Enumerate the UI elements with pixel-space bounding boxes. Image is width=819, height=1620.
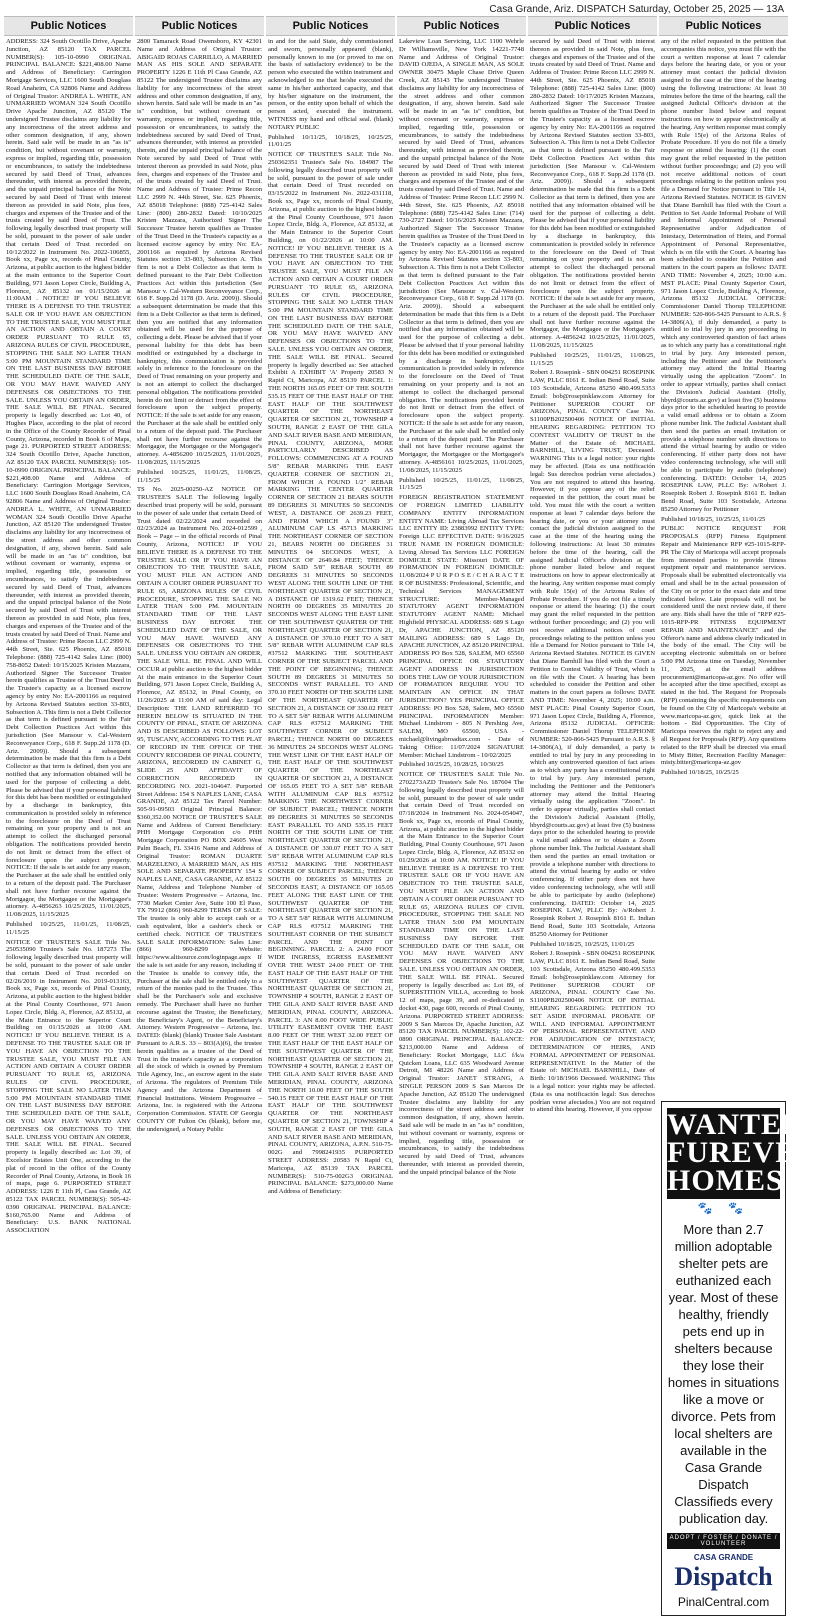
column-body: [659, 36, 788, 1097]
column-body: [266, 36, 395, 1616]
paw-prints-icon: 🐾 🐾: [697, 1201, 750, 1215]
adoption-ad: [661, 1101, 819, 1616]
notice-paragraph: NOTICE OF TRUSTEE'S SALE Title No. 250535090 Trustee's Sale No. 187273 The following legally described trust property will be sold, pursuant to the power of sale under that certain Deed of Trust recorded on 02/26/2019 in Instrument No. 2019-013163, Book xx, Page xx, records of Pinal County, Arizona, at public auction to the highest bidder at the Pinal County Courthouse, 971 Jason Lopez Circle, Bldg. A, Florence, AZ 85132, at the Main Entrance to the Superior Court Building on 01/15/2026 at 10:00 AM. NOTICE! IF YOU BELIEVE THERE IS A DEFENSE TO THE TRUSTEE SALE OR IF YOU HAVE AN OBJECTION TO THE TRUSTEE SALE, YOU MUST FILE AN ACTION AND OBTAIN A COURT ORDER PURSUANT TO RULE 65, ARIZONA RULES OF CIVIL PROCEDURE, STOPPING THE SALE NO LATER THAN 5:00 PM MOUNTAIN STANDARD TIME ON THE LAST BUSINESS DAY BEFORE THE SCHEDULED DATE OF THE SALE, OR YOU MAY HAVE WAIVED ANY DEFENSES OR OBJECTIONS TO THE SALE. UNLESS YOU OBTAIN AN ORDER, THE SALE WILL BE FINAL. Secured property is legally described as: Lot 39, of Excelsior Estates Unit One, according to the plat of record in the office of the County Recorder of Pinal County, Arizona, in Book 16 of maps, page 6. PURPORTED STREET ADDRESS: 1226 E 11th Pl, Casa Grande, AZ 85122 TAX PARCEL NUMBER(S): 505-42-0390 ORIGINAL PRINCIPAL BALANCE: $160,765.00 Name and Address of Beneficiary: U.S. BANK NATIONAL ASSOCIATION: [6, 938, 131, 1235]
column-body: [135, 36, 264, 1616]
notice-published: Published 10/11/25, 10/18/25, 10/25/25, 11/01/25: [268, 133, 393, 149]
notice-paragraph: secured by said Deed of Trust with interest thereon as provided in said Note, plus fees, charges and expenses of the Trustee and of the trusts created by said Deed of Trust. Name and Address of Trustee: Prime Recon LLC 2999 N. 44th Street, Ste. 625 Phoenix, AZ 85018 Telephone: (888) 725-4142 Sales Line: (800) 280-2832 Dated: 10/17/2025 Kristen Mazzara, Authorized Signer The Successor Trustee herein qualifies as Trustee of the Trust Deed in the Trustee's capacity as a licensed escrow agency by entry No: EA-2001166 as required by Arizona Revised Statutes section 33-803, Subsection A. This firm is not a Debt Collector as that term is defined pursuant to the Fair Debt Collection Practices Act within this jurisdiction (See Mansour v. Cal-Western Reconveyance Corp., 618 F. Supp.2d 1178 (D. Ariz. 2009)). Should a subsequent determination be made that this firm is a Debt Collector as that term is defined, then you are notified that any information obtained will be used for the purpose of collecting a debt. Please be advised that if your personal liability for this debt has been modified or extinguished by a discharge in bankruptcy, this communication is provided solely in reference to the foreclosure on the Deed of Trust remaining on your property and is not an attempt to collect the discharged personal obligation. The notifications provided herein do not limit or detract from the effect of foreclosure upon the subject property. NOTICE: If the sale is set aside for any reason, the Purchaser at the sale shall be entitled only to a return of the deposit paid. The Purchaser shall not have further recourse against the Mortgagor, the Mortgagee or the Mortgagee's attorney. A-4856242 10/25/2025, 11/01/2025, 11/08/2025, 11/15/2025: [530, 38, 655, 350]
notice-paragraph: in and for the said State, duly commissioned and sworn, personally appeared (blank), personally known to me (or proved to me on the basis of satisfactory evidence) to be the person who executed the within instrument and acknowledged to me that he/she executed the same in his/her authorized capacity, and that by his/her signature on the instrument, the person, or the entity upon behalf of which the person acted, executed the instrument. WITNESS my hand and official seal. (blank) NOTARY PUBLIC: [268, 38, 393, 131]
notice-column-6: [659, 16, 819, 1616]
ad-website-link[interactable]: PinalCentral.com: [677, 1595, 770, 1609]
column-body: [4, 36, 133, 1616]
notice-paragraph: PUBLIC NOTICE REQUEST FOR PROPOSALS (RFP) Fitness Equipment Repair and Maintenance RFP #25-1015-RFP-PR The City of Maricopa will accept proposals from interested parties to provide fitness equipment repair and maintenance services. Proposals shall be submitted electronically via email and shall be in the actual possession of the City on or prior to the exact date and time indicated below. Late proposals will not be considered until the next review date, if there are any. Bids shall have the title of "RFP #25-1015-RFP-PR FITNESS EQUIPMENT REPAIR AND MAINTENANCE" and the Offeror's name and address clearly indicated in the body of the email. The City will be accepting electronic submittals on or before 5:00 PM Arizona time on Tuesday, November 11, 2025, at the email address procurement@maricopa-az.gov. No offer will be accepted after the time specified, except as stated in the bid. The Request for Proposals (RFP) containing the specific requirements can be found on the City of Maricopa's website at www.maricopa-az.gov, quick link at the bottom - Bid Opportunities. The City of Maricopa reserves the right to reject any and all Request for Proposals (RFP). Any questions related to the RFP shall be directed via email to Misty Bitter, Recreation Facility Manager: misty.bitter@maricopa-az.gov: [661, 525, 786, 767]
notice-paragraph: 2800 Tamarack Road Owensboro, KY 42301 Name and Address of Original Trustor: ABIGAID ROJAS CARRILLO, A MARRIED MAN AS HIS SOLE AND SEPARATE PROPERTY 1226 E 11th Pl Casa Grande, AZ 85122 The undersigned Trustee disclaims any liability for any incorrectness of the street address and other common designation, if any, shown herein. Said sale will be made in an "as is" condition, but without covenant or warranty, express or implied, regarding title, possession or encumbrances, to satisfy the indebtedness secured by said Deed of Trust, advances thereunder, with interest as provided therein, and the unpaid principal balance of the Note secured by said Deed of Trust with interest thereon as provided in said Note, plus fees, charges and expenses of the Trustee and of the trusts created by said Deed of Trust. Name and Address of Trustee: Prime Recon LLC 2999 N. 44th Street, Ste. 625 Phoenix, AZ 85018 Telephone: (888) 725-4142 Sales Line: (800) 280-2832 Dated: 10/10/2025 Kristen Mazzara, Authorized Signer The Successor Trustee herein qualifies as Trustee of the Trust Deed in the Trustee's capacity as a licensed escrow agency by entry No: EA-2001166 as required by Arizona Revised Statutes section 33-803, Subsection A. This firm is not a Debt Collector as that term is defined pursuant to the Fair Debt Collection Practices Act within this jurisdiction (See Mansour v. Cal-Western Reconveyance Corp., 618 F. Supp.2d 1178 (D. Ariz. 2009)). Should a subsequent determination be made that this firm is a Debt Collector as that term is defined, then you are notified that any information obtained will be used for the purpose of collecting a debt. Please be advised that if your personal liability for this debt has been modified or extinguished by a discharge in bankruptcy, this communication is provided solely in reference to the foreclosure on the Deed of Trust remaining on your property and is not an attempt to collect the discharged personal obligation. The notifications provided herein do not limit or detract from the effect of foreclosure upon the subject property. NOTICE: If the sale is set aside for any reason, the Purchaser at the sale shall be entitled only to a return of the deposit paid. The Purchaser shall not have further recourse against the Mortgagor, the Mortgagee or the Mortgagee's attorney. A-4856200 10/25/2025, 11/01/2025, 11/08/2025, 11/15/2025: [137, 38, 262, 467]
notice-paragraph: Robert J. Rosepink - SBN 004251 ROSEPINK LAW, PLLC 8161 E. Indian Bend Road, Suite 103 Scottsdale, Arizona 85250 480.499.5353 Email: bob@rosepinklaw.com Attorney for Petitioner SUPERIOR COURT OF ARIZONA, PINAL COUNTY Case No. S1100PB202500406 NOTICE OF INITIAL HEARING REGARDING: PETITION TO SET ASIDE INFORMAL PROBATE OF WILL AND INFORMAL APPOINTMENT OF PERSONAL REPRESENTATIVE AND FOR ADJUDICATION OF INTESTACY, DETERMINATION OF HEIRS, AND FORMAL APPOINTMENT OF PERSONAL REPRESENTATIVE In the Matter of the Estate of: MICHAEL BARNHILL, Date of Birth: 10/18/1966 Deceased. WARNING This is a legal notice: your rights may be affected. (Esta es una notificación legal: Sus derechos podrían verse afectados.) You are not required to attend this hearing. However, if you oppose: [530, 950, 655, 1114]
column-heading: Public Notices: [397, 16, 526, 36]
column-heading: Public Notices: [659, 16, 788, 36]
notice-column-1: [4, 16, 133, 1616]
column-body: [397, 36, 526, 1616]
notice-paragraph: TS No. 2025-00250-AZ NOTICE OF TRUSTEE'S SALE The following legally described trust property will be sold, pursuant to the power of sale under that certain Deed of Trust dated 02/22/2024 and recorded on 02/23/2024 as Instrument No. 2024-012599 , Book -- Page -- in the official records of Pinal County, Arizona, NOTICE! IF YOU BELIEVE THERE IS A DEFENSE TO THE TRUSTEE SALE OR IF YOU HAVE AN OBJECTION TO THE TRUSTEE SALE, YOU MUST FILE AN ACTION AND OBTAIN A COURT ORDER PURSUANT TO RULE 65, ARIZONA RULES OF CIVIL PROCEDURE, STOPPING THE SALE NO LATER THAN 5:00 PM. MOUNTAIN STANDARD TIME OF THE LAST BUSINESS DAY BEFORE THE SCHEDULED DATE OF THE SALE, OR YOU MAY HAVE WAIVED ANY DEFENSES OR OBJECTIONS TO THE SALE. UNLESS YOU OBTAIN AN ORDER, THE SALE WILL BE FINAL AND WILL OCCUR at public auction to the highest bidder At the main entrance to the Superior Court Building, 971 Jason Lopez Circle, Building A, Florence, AZ 85132, in Pinal County, on 11/26/2025 at 11:00 AM of said day: Legal Description: THE LAND REFERRED TO HEREIN BELOW IS SITUATED IN THE COUNTY OF PINAL, STATE OF ARIZONA AND IS DESCRIBED AS FOLLOWS: LOT 95, TUSCANY, ACCORDING TO THE PLAT OF RECORD IN THE OFFICE OF THE COUNTY RECORDER OF PINAL COUNTY, ARIZONA, RECORDED IN CABINET G, SLIDE 25 AND AFFIDAVIT OF CORRECTION RECORDED IN RECORDING NO. 2021-104647. Purported Street Address: 154 S NAPLES LANE, CASA GRANDE, AZ 85122 Tax Parcel Number: 505-91-09503 Original Principal Balance: $360,352.00 NOTICE OF TRUSTEE'S SALE Name and Address of Current Beneficiary: PHH Mortgage Corporation c/o PHH Mortgage Corporation PO BOX 24605 West Palm Beach, FL 33416 Name and Address of Original Trustor: ROMAN DUARTE MARZELENO, A MARRIED MAN, AS HIS SOLE AND SEPARATE PROPERTY 154 S NAPLES LANE, CASA GRANDE, AZ 85122 Name, Address and Telephone Number of Trustee: Western Progressive – Arizona, Inc. 7730 Market Center Ave, Suite 100 El Paso, TX 79912 (866) 960-8299 TERMS OF SALE: The trustee is only able to accept cash or a cash equivalent, like a cashier's check or certified check. NOTICE OF TRUSTEE'S SALE SALE INFORMATION: Sales Line: (866) 960-8299 Website: https://www.altisource.com/loginpage.aspx If the sale is set aside for any reason, including if the Trustee is unable to convey title, the Purchaser at the sale shall be entitled only to a return of the monies paid to the Trustee. This shall be the Purchaser's sole and exclusive remedy. The Purchaser shall have no further recourse against the Trustor, the Beneficiary, the Beneficiary's Agent, or the Beneficiary's Attorney. Western Progressive – Arizona, Inc. DATED: (blank) (blank) Trustee Sale Assistant Pursuant to A.R.S. 33 – 803(A)(6), the trustee herein qualifies as a trustee of the Deed of Trust in the trustee's capacity as a corporation all the stock of which is owned by Premium Title Agency, Inc., an escrow agent in the state of Arizona. The regulators of Premium Title Agency and the Arizona Department of Financial Institutions. Western Progressive – Arizona, Inc. is registered with the Arizona Corporation Commission. STATE OF Georgia COUNTY OF Fulton On (blank), before me, the undersigned, a Notary Public: [137, 486, 262, 1133]
notice-published: Published 10/25/25, 11/01/25, 11/08/25, 11/15/25: [399, 476, 524, 492]
ad-headline-sub: FUREVER HOMES: [667, 1136, 819, 1197]
notices-columns: [4, 16, 819, 1616]
notice-paragraph: Lakeview Loan Servicing, LLC 1100 Wehrle Dr Williamsville, New York 14221-7748 Name and Address of Original Trustor: DAVID OJEDA, A SINGLE MAN, AS SOLE OWNER 30475 Maple Chase Drive Queen Creek, AZ 85143 The undersigned Trustee disclaims any liability for any incorrectness of the street address and other common designation, if any, shown herein. Said sale will be made in an "as is" condition, but without covenant or warranty, express or implied, regarding title, possession or encumbrances, to satisfy the indebtedness secured by said Deed of Trust, advances thereunder, with interest as provided therein, and the unpaid principal balance of the Note secured by said Deed of Trust with interest thereon as provided in said Note, plus fees, charges and expenses of the Trustee and of the trusts created by said Deed of Trust. Name and Address of Trustee: Prime Recon LLC 2999 N. 44th Street, Ste. 625 Phoenix, AZ 85018 Telephone: (888) 725-4142 Sales Line: (714) 730-2727 Dated: 10/16/2025 Kristen Mazzara, Authorized Signer The Successor Trustee herein qualifies as Trustee of the Trust Deed in the Trustee's capacity as a licensed escrow agency by entry No: EA-2001166 as required by Arizona Revised Statutes section 33-803, Subsection A. This firm is not a Debt Collector as that term is defined pursuant to the Fair Debt Collection Practices Act within this jurisdiction (See Mansour v. Cal-Western Reconveyance Corp., 618 F. Supp.2d 1178 (D. Ariz. 2009)). Should a subsequent determination be made that this firm is a Debt Collector as that term is defined, then you are notified that any information obtained will be used for the purpose of collecting a debt. Please be advised that if your personal liability for this debt has been modified or extinguished by a discharge in bankruptcy, this communication is provided solely in reference to the foreclosure on the Deed of Trust remaining on your property and is not an attempt to collect the discharged personal obligation. The notifications provided herein do not limit or detract from the effect of foreclosure upon the subject property. NOTICE: If the sale is set aside for any reason, the Purchaser at the sale shall be entitled only to a return of the deposit paid. The Purchaser shall not have further recourse against the Mortgagor, the Mortgagee or the Mortgagee's attorney. A-4856161 10/25/2025, 11/01/2025, 11/08/2025, 11/15/2025: [399, 38, 524, 474]
notice-paragraph: FOREIGN REGISTRATION STATEMENT OF FOREIGN LIMITED LIABILITY COMPANY ENTITY INFORMATION ENTITY NAME: Living Abroad Tax Services LLC ENTITY ID: 23883992 ENTITY TYPE: Foreign LLC EFFECTIVE DATE: 9/16/2025 TRUE NAME IN FOREIGN DOMICILE: Living Abroad Tax Services LLC FOREIGN DOMICILE STATE: Missouri DATE OF FORMATION IN FOREIGN DOMICILE: 11/08/2024 P U R P O S E / C H A R A C T E R OF BUSINESS: Professional, Scientific, and Technical Services MANAGEMENT STRUCTURE: Member-Managed STATUTORY AGENT INFORMATION STATUTORY AGENT NAME: Michael Highfield PHYSICAL ADDRESS: 689 S Lago Dr, APACHE JUNCTION, AZ 85120 MAILING ADDRESS: 689 S Lago Dr, APACHE JUNCTION, AZ 85120 PRINCIPAL ADDRESS PO Box 528, SALEM, MO 65560 PRINCIPAL OFFICE OR STATUTORY AGENT ADDRESS IN JURISDICTION DOES THE LAW OF YOUR JURISDICTION OF FORMATION REQUIRE YOU TO MAINTAIN AN OFFICE IN THAT JURISDICTION? YES PRINCIPAL OFFICE ADDRESS: PO Box 528, Salem, MO 65560 PRINCIPAL INFORMATION Member: Michael Lindstrom - 805 N Pershing Ave, SALEM, MO 65560, USA - michael@livingabroadtax.com - Date of Taking Office: 11/07/2024 SIGNATURE Member: Michael Lindstrom - 10/02/2025: [399, 494, 524, 759]
column-body: [528, 36, 657, 1616]
column-heading: Public Notices: [528, 16, 657, 36]
ad-headline-wanted: WANTED:: [667, 1108, 816, 1141]
ad-strip: ADOPT / FOSTER / DONATE / VOLUNTEER: [667, 1533, 780, 1549]
notice-published: Published 10/25/25, 10/28/25, 10/30/25: [399, 761, 504, 769]
notice-published: Published 10/25/25, 11/01/25, 11/08/25, 11/15/25: [530, 351, 655, 367]
notice-column-3: [266, 16, 395, 1616]
notice-paragraph: ADDRESS: 324 South Ocotillo Drive, Apache Junction, AZ 85120 TAX PARCEL NUMBER(S): 105-10-0990 ORIGINAL PRINCIPAL BALANCE: $221,408.00 Name and Address of Beneficiary: Carrington Mortgage Services, LLC 1600 South Douglass Road Anaheim, CA 92806 Name and Address of Original Trustor: ANDREA L. WHITE, AN UNMARRIED WOMAN 324 South Ocotillo Drive Apache Junction, AZ 85120 The undersigned Trustee disclaims any liability for any incorrectness of the street address and other common designation, if any, shown herein. Said sale will be made in an "as is" condition, but without covenant or warranty, express or implied, regarding title, possession or encumbrances, to satisfy the indebtedness secured by said Deed of Trust, advances thereunder, with interest as provided therein, and the unpaid principal balance of the Note secured by said Deed of Trust with interest thereon as provided in said Note, plus fees, charges and expenses of the Trustee and of the trusts created by said Deed of Trust. The following legally described trust property will be sold, pursuant to the power of sale under that certain Deed of Trust recorded on 10/12/2022 in Instrument No. 2022-106855, Book xx, Page xx, records of Pinal County, Arizona, at public auction to the highest bidder at the main entrance to the Superior Court Building, 971 Jason Lopez Circle, Building A, Florence, AZ 85132 on 01/15/2026 at 11:00AM . NOTICE! IF YOU BELIEVE THERE IS A DEFENSE TO THE TRUSTEE SALE OR IF YOU HAVE AN OBJECTION TO THE TRUSTEE SALE, YOU MUST FILE AN ACTION AND OBTAIN A COURT ORDER PURSUANT TO RULE 65, ARIZONA RULES OF CIVIL PROCEDURE, STOPPING THE SALE NO LATER THAN 5:00 PM MOUNTAIN STANDARD TIME ON THE LAST BUSINESS DAY BEFORE THE SCHEDULED DATE OF THE SALE, OR YOU MAY HAVE WAIVED ANY DEFENSES OR OBJECTIONS TO THE SALE. UNLESS YOU OBTAIN AN ORDER, THE SALE WILL BE FINAL. Secured property is legally described as: Lot 40, of Hughes Place, according to the plat of record in the Office of the County Recorder of Pinal County, Arizona, recorded in Book 6 of Maps, page 21. PURPORTED STREET ADDRESS: 324 South Ocotillo Drive, Apache Junction, AZ 85120 TAX PARCEL NUMBER(S): 105-10-0990 ORIGINAL PRINCIPAL BALANCE: $221,408.00 Name and Address of Beneficiary: Carrington Mortgage Services, LLC 1600 South Douglass Road Anaheim, CA 92806 Name and Address of Original Trustor: ANDREA L. WHITE, AN UNMARRIED WOMAN 324 South Ocotillo Drive Apache Junction, AZ 85120 The undersigned Trustee disclaims any liability for any incorrectness of the street address and other common designation, if any, shown herein. Said sale will be made in an "as is" condition, but without covenant or warranty, express or implied, regarding title, possession or encumbrances, to satisfy the indebtedness secured by said Deed of Trust, advances thereunder, with interest as provided therein, and the unpaid principal balance of the Note secured by said Deed of Trust with interest thereon as provided in said Note, plus fees, charges and expenses of the Trustee and of the trusts created by said Deed of Trust. Name and Address of Trustee: Prime Recon LLC 2999 N. 44th Street, Ste. 625 Phoenix, AZ 85018 Telephone: (888) 725-4142 Sales Line: (800) 758-8052 Dated: 10/15/2025 Kristen Mazzara, Authorized Signer The Successor Trustee herein qualifies as Trustee of the Trust Deed in the Trustee's capacity as a licensed escrow agency by entry No: EA-2001166 as required by Arizona Revised Statutes section 33-803, Subsection A. This firm is not a Debt Collector as that term is defined pursuant to the Fair Debt Collection Practices Act within this jurisdiction (See Mansour v. Cal-Western Reconveyance Corp., 618 F. Supp.2d 1178 (D. Ariz. 2009)). Should a subsequent determination be made that this firm is a Debt Collector as that term is defined, then you are notified that any information obtained will be used for the purpose of collecting a debt. Please be advised that if your personal liability for this debt has been modified or extinguished by a discharge in bankruptcy, this communication is provided solely in reference to the foreclosure on the Deed of Trust remaining on your property and is not an attempt to collect the discharged personal obligation. The notifications provided herein do not limit or detract from the effect of foreclosure upon the subject property. NOTICE: If the sale is set aside for any reason, the Purchaser at the sale shall be entitled only to a return of the deposit paid. The Purchaser shall not have further recourse against the Mortgagor, the Mortgagee or the Mortgagee's attorney. A-4856263 10/25/2025, 11/01/2025, 11/08/2025, 11/15/2025: [6, 38, 131, 919]
column-heading: Public Notices: [266, 16, 395, 36]
page-dateline: Casa Grande, Ariz. DISPATCH Saturday, October 25, 2025 — 13A: [489, 4, 784, 15]
notice-published: Published 10/18/25, 10/25/25: [661, 769, 739, 777]
notice-column-5: [528, 16, 657, 1616]
notice-paragraph: Robert J. Rosepink - SBN 004251 ROSEPINK LAW, PLLC 8161 E. Indian Bend Road, Suite 103 Scottsdale, Arizona 85250 480.499.5353 Email: bob@rosepinklaw.com Attorney for Petitioner SUPERIOR COURT OF ARIZONA, PINAL COUNTY Case No. S1100PB202500406 NOTICE OF INITIAL HEARING REGARDING: PETITION TO CONTEST VALIDITY OF TRUST In the Matter of the Estate of: MICHAEL BARNHILL, LIVING TRUST, Deceased. WARNING This is a legal notice: your rights may be affected. (Esta es una notificación legal: Sus derechos podrían verse afectados.) You are not required to attend this hearing. However, if you oppose any of the relief requested in the petition, the court must be told. You must file with the court a written response at least 7 calendar days before the hearing date, or you or your attorney must contact the judicial division assigned to the case at the time of the hearing using the following instructions: At least 30 minutes before the time of the hearing, call the assigned Judicial Officer's division at the phone number listed below and request instructions on how to appear electronically at the hearing. Any written response must comply with Rule 15(e) of the Arizona Rules of Probate Procedure. If you do not file a timely response or attend the hearing: (1) the court may grant the relief requested in the petition without further proceedings; and (2) you will not receive additional notices of court proceedings relating to the petition unless you file a Demand for Notice pursuant to Title 14, Arizona Revised Statutes. NOTICE IS GIVEN that Diane Barnhill has filed with the Court a Petition to Contest Validity of Trust, which is on file with the Court. A hearing has been scheduled to consider the Petition and other matters in the court papers as follows: DATE AND TIME: November 4, 2025; 10:00 a.m. MST PLACE: Pinal County Superior Court, 971 Jason Lopez Circle, Building A, Florence, Arizona 85132 JUDICIAL OFFICER: Commissioner Daniel Thorup TELEPHONE NUMBER: 520-866-5425 Pursuant to A.R.S. § 14-3806(A), if duly demanded, a party is entitled to trial by jury in any proceeding in which any controverted question of fact arises as to which any party has a constitutional right to trial by jury. Any interested person, including the Petitioner and the Petitioner's attorney may attend the Initial Hearing virtually using the application "Zoom". In order to appear virtually, parties shall contact the Division's Judicial Assistant (Holly, hbyrd@courts.az.gov) at least five (5) business days prior to the scheduled hearing to provide a valid email address or to obtain a Zoom phone number link. The Judicial Assistant shall then send the parties an email invitation or provide a telephone number with directions to attend the virtual hearing by audio or video conferencing. If either party does not have video conferencing technology, s/he will still be able to participate by audio (telephone) conferencing. DATED: October 14, 2025 ROSEPINK LAW, PLLC By: /s/Robert J. Rosepink Robert J. Rosepink 8161 E. Indian Bend Road, Suite 103 Scottsdale, Arizona 85250 Attorney for Petitioner: [530, 369, 655, 938]
brand-top: CASA GRANDE: [693, 1553, 754, 1562]
notice-published: Published 10/18/25, 10/25/25, 11/01/25: [661, 515, 766, 523]
notice-published: Published 10/25/25, 11/01/25, 11/08/25, 11/15/25: [6, 921, 131, 936]
notice-published: Published 10/25/25, 11/01/25, 11/08/25, 11/15/25: [137, 468, 262, 484]
notice-published: Published 10/18/25, 10/25/25, 11/01/25: [530, 940, 635, 948]
notice-paragraph: NOTICE OF TRUSTEE'S SALE Title No. 2702273AZD Trustee's Sale No. 187604 The following legally described trust property will be sold, pursuant to the power of sale under that certain Deed of Trust recorded on 07/18/2024 in Instrument No. 2024-054047, Book xx, Page xx, records of Pinal County, Arizona, at public auction to the highest bidder at the Main Entrance to the Superior Court Building, Pinal County Courthouse, 971 Jason Lopez Circle, Bldg. A, Florence, AZ 85132 on 01/29/2026 at 10:00 AM. NOTICE! IF YOU BELIEVE THERE IS A DEFENSE TO THE TRUSTEE SALE OR IF YOU HAVE AN OBJECTION TO THE TRUSTEE SALE, YOU MUST FILE AN ACTION AND OBTAIN A COURT ORDER PURSUANT TO RULE 65, ARIZONA RULES OF CIVIL PROCEDURE, STOPPING THE SALE NO LATER THAN 5:00 PM MOUNTAIN STANDARD TIME ON THE LAST BUSINESS DAY BEFORE THE SCHEDULED DATE OF THE SALE, OR YOU MAY HAVE WAIVED ANY DEFENSES OR OBJECTIONS TO THE SALE. UNLESS YOU OBTAIN AN ORDER, THE SALE WILL BE FINAL. Secured property is legally described as: Lot 89, of SUPERSTITION VILLA, according to book 12 of maps, page 39, and re-dedicated in docket 430, page 600, records of Pinal County, Arizona. PURPORTED STREET ADDRESS: 2009 S San Marcos Dr, Apache Junction, AZ 85120 TAX PARCEL NUMBER(S): 102-22-0890 ORIGINAL PRINCIPAL BALANCE: $213,000.00 Name and Address of Beneficiary: Rocket Mortgage, LLC f/k/a Quicken Loans, LLC 635 Woodward Avenue Detroit, MI 48226 Name and Address of Original Trustor: JANET STRANG, A SINGLE PERSON 2009 S San Marcos Dr Apache Junction, AZ 85120 The undersigned Trustee disclaims any liability for any incorrectness of the street address and other common designation, if any, shown herein. Said sale will be made in an "as is" condition, but without covenant or warranty, express or implied, regarding title, possession or encumbrances, to satisfy the indebtedness secured by said Deed of Trust, advances thereunder, with interest as provided therein, and the unpaid principal balance of the Note: [399, 771, 524, 1176]
notice-paragraph: NOTICE OF TRUSTEE'S SALE Title No. 250362351 Trustee's Sale No. 184987 The following legally described trust property will be sold, pursuant to the power of sale under that certain Deed of Trust recorded on 03/15/2022 in Instrument No. 2022-031118, Book xx, Page xx, records of Pinal County, Arizona, at public auction to the highest bidder at the Pinal County Courthouse, 971 Jason Lopez Circle, Bldg. A, Florence, AZ 85132, at the Main Entrance to the Superior Court Building, on 01/22/2026 at 10:00 AM. NOTICE! IF YOU BELIEVE THERE IS A DEFENSE TO THE TRUSTEE SALE OR IF YOU HAVE AN OBJECTION TO THE TRUSTEE SALE, YOU MUST FILE AN ACTION AND OBTAIN A COURT ORDER PURSUANT TO RULE 65, ARIZONA RULES OF CIVIL PROCEDURE, STOPPING THE SALE NO LATER THAN 5:00 PM MOUNTAIN STANDARD TIME ON THE LAST BUSINESS DAY BEFORE THE SCHEDULED DATE OF THE SALE, OR YOU MAY HAVE WAIVED ANY DEFENSES OR OBJECTIONS TO THE SALE. UNLESS YOU OBTAIN AN ORDER, THE SALE WILL BE FINAL. Secured property is legally described as: See attached Exhibit A EXHIBIT 'A' Property 20583 N Rapid Ct, Maricopa, AZ 85139 PARCEL 1: THE NORTH 165.05 FEET OF THE SOUTH 535.15 FEET OF THE EAST HALF OF THE EAST HALF OF THE SOUTHWEST QUARTER OF THE NORTHEAST QUARTER OF SECTION 21, TOWNSHIP 4 SOUTH, RANGE 2 EAST OF THE GILA AND SALT RIVER BASE AND MERIDIAN, PINAL COUNTY, ARIZONA, MORE PARTICULARLY DESCRIBED AS FOLLOWS: COMMENCING AT A FOUND 5/8" REBAR MARKING THE EAST QUARTER CORNER OF SECTION 21, FROM WHICH A FOUND 1/2" REBAR MARKING THE CENTER QUARTER CORNER OF SECTION 21 BEARS SOUTH 89 DEGREES 31 MINUTES 50 SECONDS WEST, A DISTANCE OF 2639.23 FEET, AND FROM WHICH A FOUND 3" ALUMINUM CAP LS 45713 MARKING THE NORTHEAST CORNER OF SECTION 21, BEARS NORTH 00 DEGREES 31 MINUTES 04 SECONDS WEST, A DISTANCE OF 2649.84 FEET; THENCE FROM SAID 5/8" REBAR SOUTH 89 DEGREES 31 MINUTES 50 SECONDS WEST ALONG THE SOUTH LINE OF THE NORTHEAST QUARTER OF SECTION 21, A DISTANCE OF 1319.62 FEET; THENCE NORTH 00 DEGREES 35 MINUTES 20 SECONDS WEST ALONG THE EAST LINE OF THE SOUTHWEST QUARTER OF THE NORTHEAST QUARTER OF SECTION 21, A DISTANCE OF 370.10 FEET TO A SET 5/8" REBAR WITH ALUMINUM CAP RLS #37512 MARKING THE SOUTHEAST CORNER OF THE SUBJECT PARCEL AND THE POINT OF BEGINNING; THENCE SOUTH 89 DEGREES 31 MINUTES 50 SECONDS WEST PARALLEL TO AND 370.10 FEET NORTH OF THE SOUTH LINE OF THE NORTHEAST QUARTER OF SECTION 21, A DISTANCE OF 330.02 FEET TO A SET 5/8" REBAR WITH ALUMINUM CAP RLS #37512 MARKING THE SOUTHWEST CORNER OF SUBJECT PARCEL; THENCE NORTH 00 DEGREES 36 MINUTES 24 SECONDS WEST ALONG THE WEST LINE OF THE EAST HALF OF THE EAST HALF OF THE SOUTHWEST QUARTER OF THE NORTHEAST QUARTER OF SECTION 21, A DISTANCE OF 165.05 FEET TO A SET 5/8" REBAR WITH ALUMINUM CAP RLS #37512 MARKING THE NORTHWEST CORNER OF SUBJECT PARCEL; THENCE NORTH 89 DEGREES 31 MINUTES 50 SECONDS EAST PARALLEL TO AND 535.15 FEET NORTH OF THE SOUTH LINE OF THE NORTHEAST QUARTER OF SECTION 21, A DISTANCE OF 330.07 FEET TO A SET 5/8" REBAR WITH ALUMINUM CAP RLS #37512 MARKING THE NORTHEAST CORNER OF SUBJECT PARCEL; THENCE SOUTH 00 DEGREES 35 MINUTES 20 SECONDS EAST, A DISTANCE OF 165.05 FEET ALONG THE EAST LINE OF THE SOUTHWEST QUARTER OF THE NORTHEAST QUARTER OF SECTION 21, TO A SET 5/8" REBAR WITH ALUMINUM CAP RLS #37512 MARKING THE SOUTHEAST CORNER OF THE SUBJECT PARCEL AND THE POINT OF BEGINNING. PARCEL 2: A 24.00 FOOT WIDE INGRESS, EGRESS EASEMENT OVER THE WEST 24.00 FEET OF THE EAST HALF OF THE EAST HALF OF THE SOUTHWEST QUARTER OF THE NORTHEAST QUARTER OF SECTION 21, TOWNSHIP 4 SOUTH, RANGE 2 EAST OF THE GILA AND SALT RIVER BASE AND MERIDIAN, PINAL COUNTY, ARIZONA. PARCEL 3: AN 8.00 FOOT WIDE PUBLIC UTILITY EASEMENT OVER THE EAST 8.00 FEET OF THE WEST 32.00 FEET OF THE EAST HALF OF THE EAST HALF OF THE SOUTHWEST QUARTER OF THE NORTHEAST QUARTER OF SECTION 21, TOWNSHIP 4 SOUTH, RANGE 2 EAST OF THE GILA AND SALT RIVER BASE AND MERIDIAN, PINAL COUNTY, ARIZONA THE NORTH 10.00 FEET OF THE SOUTH 540.15 FEET OF THE EAST HALF OF THE EAST HALF OF THE SOUTHWEST QUARTER OF THE NORTHEAST QUARTER OF SECTION 21, TOWNSHIP 4 SOUTH, RANGE 2 EAST OF THE GILA AND SALT RIVER BASE AND MERIDIAN, PINAL COUNTY, ARIZONA, A.P.N. 510-75-002G and 7998241935 PURPORTED STREET ADDRESS: 20583 N Rapid Ct, Maricopa, AZ 85139 TAX PARCEL NUMBER(S): 510-75-002G3 ORIGINAL PRINCIPAL BALANCE: $273,000.00 Name and Address of Beneficiary:: [268, 151, 393, 1196]
column-heading: Public Notices: [135, 16, 264, 36]
dispatch-logo: Dispatch: [674, 1562, 773, 1591]
ad-body: More than 2.7 million adoptable shelter pets are euthanized each year. Most of these healthy, friendly pets end up in shelters because they lose their homes in situations like a move or divorce. Pets from local shelters are available in the Casa Grande Dispatch Classifieds every publication day.: [667, 1222, 780, 1526]
notice-column-4: [397, 16, 526, 1616]
ad-headline: [667, 1108, 819, 1199]
notice-column-2: [135, 16, 264, 1616]
notice-paragraph: any of the relief requested in the petition that accompanies this notice, you must file with the court a written response at least 7 calendar days before the hearing date, or you or your attorney must contact the judicial division assigned to the case at the time of the hearing using the following instructions: At least 30 minutes before the time of the hearing, call the assigned Judicial Officer's division at the phone number listed below and request instructions on how to appear electronically at the hearing. Any written response must comply with Rule 15(e) of the Arizona Rules of Probate Procedure. If you do not file a timely response or attend the hearing: (1) the court may grant the relief requested in the petition without further proceedings; and (2) you will not receive additional notices of court proceedings relating to the petition unless you file a Demand for Notice pursuant to Title 14, Arizona Revised Statutes. NOTICE IS GIVEN that Diane Barnhill has filed with the Court a Petition to Set Aside Informal Probate of Will and Informal Appointment of Personal Representative and/or Adjudication of Intestacy, Determination of Heirs, and Formal Appointment of Personal Representative, which is on file with the Court. A hearing has been scheduled to consider the Petition and matters in the court papers as follows: DATE AND TIME: November 4, 2025; 10:00 a.m. MST PLACE: Pinal County Superior Court, 971 Jason Lopez Circle, Building A, Florence, Arizona 85132 JUDICIAL OFFICER: Commissioner Daniel Thorup TELEPHONE NUMBER: 520-866-5425 Pursuant to A.R.S. § 14-3806(A), if duly demanded, a party is entitled to trial by jury in any proceeding in which any controverted question of fact arises as to which any party has a constitutional right to trial by jury. Any interested person, including the Petitioner and the Petitioner's attorney may attend the Initial Hearing virtually using the application "Zoom". In order to appear virtually, parties shall contact the Division's Judicial Assistant (Holly, hbyrd@courts.az.gov) at least five (5) business days prior to the scheduled hearing to provide a valid email address or to obtain a Zoom phone number link. The Judicial Assistant shall then send the parties an email invitation or provide a telephone number with directions to attend the virtual hearing by audio or video conferencing. If either party does not have video conferencing technology, s/he will still be able to participate by audio (telephone) conferencing. DATED: October 14, 2025 ROSEPINK LAW, PLLC By: /s/Robert J. Rosepink Robert J. Rosepink 8161 E. Indian Bend Road, Suite 103 Scottsdale, Arizona 85250 Attorney for Petitioner: [661, 38, 786, 513]
column-heading: Public Notices: [4, 16, 133, 36]
